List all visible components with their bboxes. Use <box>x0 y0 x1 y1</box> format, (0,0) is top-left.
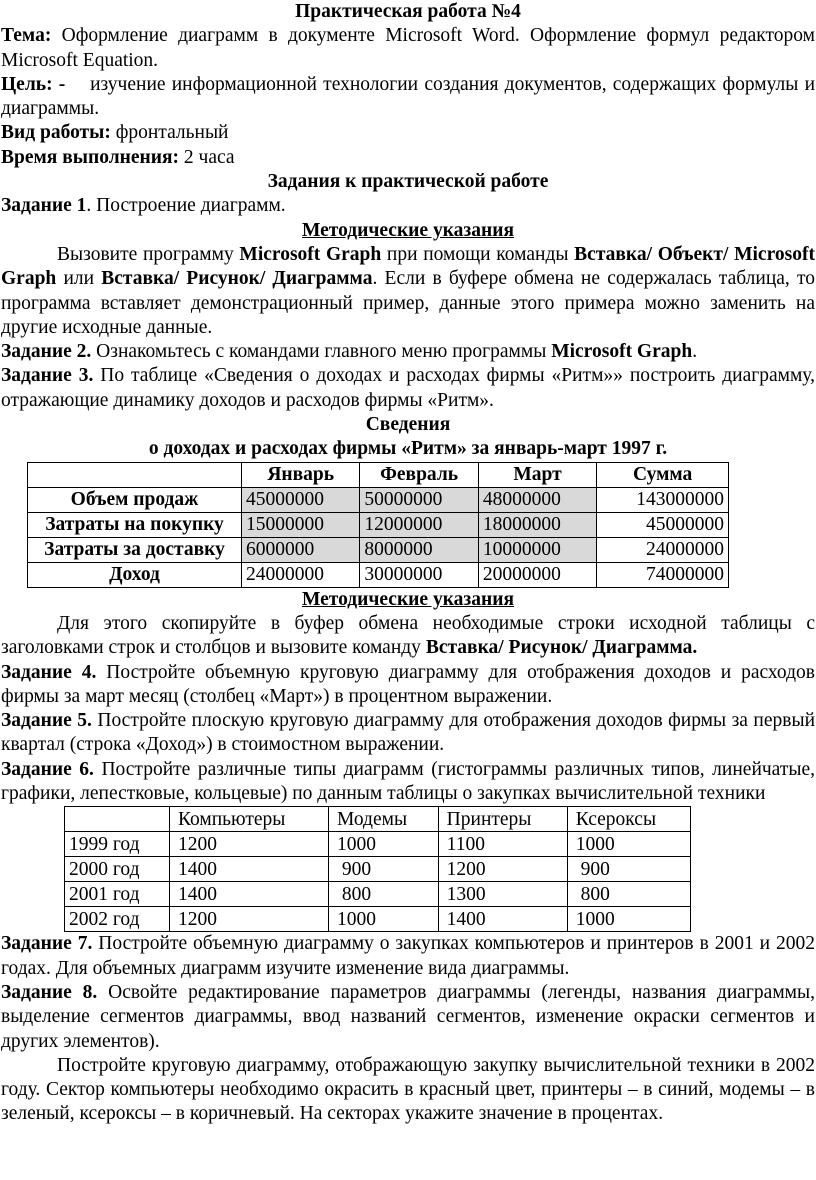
task4-label: Задание 4. <box>1 661 97 683</box>
task3-text: По таблице «Сведения о доходах и расходах фирмы «Ритм»» построить диаграмму, отражающие динамику доходов и расходов фирмы «Ритм». <box>1 365 815 411</box>
row-header: 2002 год <box>65 907 170 932</box>
table-cell: 45000000 <box>242 487 360 512</box>
table-corner-cell <box>28 462 242 487</box>
topic-line <box>1 24 815 73</box>
task3-label: Задание 3. <box>1 365 94 387</box>
task2-line <box>1 340 815 364</box>
work-type-line <box>1 121 815 145</box>
table-row <box>65 832 691 857</box>
work-type-text: фронтальный <box>115 122 229 144</box>
table-cell: 50000000 <box>360 487 478 512</box>
task5-text: Постройте плоскую круговую диаграмму для отображения доходов фирмы за первый квартал (строка «Доход») в стоимостном выражении. <box>1 710 816 756</box>
task2-end: . <box>692 341 698 363</box>
column-header: Принтеры <box>438 807 567 832</box>
goal-label: Цель: - <box>1 73 66 95</box>
row-header: Затраты на покупку <box>28 512 242 537</box>
task2-label: Задание 2. <box>1 341 92 363</box>
task3-line <box>1 364 815 413</box>
task2-bold: Microsoft Graph <box>551 341 693 363</box>
task6-line <box>1 758 815 807</box>
task7-line <box>1 932 815 981</box>
table-cell: 45000000 <box>597 512 729 537</box>
method1-text-2: при помощи команды <box>381 243 575 265</box>
method1-bold-1: Microsoft Graph <box>239 243 382 265</box>
table-corner-cell <box>65 807 170 832</box>
task5-label: Задание 5. <box>1 710 92 732</box>
table-row <box>28 487 729 512</box>
row-header: Доход <box>28 562 242 587</box>
topic-text: Оформление диаграмм в документе Microsoft Word. Оформление формул редактором Microsoft Equation. <box>1 25 815 71</box>
table-cell: 900 <box>328 857 438 882</box>
table-cell: 8000000 <box>360 537 478 562</box>
method2-paragraph <box>1 612 815 661</box>
task7-text: Постройте объемную диаграмму о закупках компьютеров и принтеров в 2001 и 2002 годах. Для объемных диаграмм изучите изменение вида диаграммы. <box>1 933 815 979</box>
task8-text: Освойте редактирование параметров диаграммы (легенды, названия диаграммы, выделение сегментов диаграммы, ввод названий сегментов, изменение окраски сегментов и других элементов). <box>1 981 815 1052</box>
method-heading-1: Методические указания <box>301 219 514 241</box>
method1-bold-2: Вставка/ Объект/ Microsoft Graph <box>1 243 815 290</box>
goal-text: изучение информационной технологии создания документов, содержащих формулы и диаграммы. <box>1 73 816 120</box>
table-cell: 1400 <box>169 882 328 907</box>
document-page <box>1 0 815 1127</box>
method-heading-2: Методические указания <box>301 588 514 610</box>
task4-text: Постройте объемную круговую диаграмму для отображения доходов и расходов фирмы за март месяц (столбец «Март») в процентном выражении. <box>1 661 815 707</box>
table-row <box>28 512 729 537</box>
row-header: 2000 год <box>65 857 170 882</box>
column-header: Модемы <box>328 807 438 832</box>
method1-text-3: или <box>56 268 102 290</box>
table-cell: 24000000 <box>242 562 360 587</box>
task7-label: Задание 7. <box>1 933 93 955</box>
income-table <box>27 462 729 588</box>
table-cell: 15000000 <box>242 512 360 537</box>
purchases-table <box>64 806 691 932</box>
method1-paragraph <box>1 243 815 340</box>
table-cell: 800 <box>328 882 438 907</box>
table-cell: 1000 <box>328 832 438 857</box>
row-header: 2001 год <box>65 882 170 907</box>
table-cell: 1200 <box>169 907 328 932</box>
table1-caption-2: о доходах и расходах фирмы «Ритм» за январь-март 1997 г. <box>148 438 668 460</box>
final-paragraph: Постройте круговую диаграмму, отображающую закупку вычислительной техники в 2002 году. Сектор компьютеры необходимо окрасить в красный цвет, принтеры – в синий, модемы – в зеленый, ксероксы – в коричневый. На секторах укажите значение в процентах. <box>1 1054 815 1125</box>
table-cell: 1200 <box>438 857 567 882</box>
table-header-row <box>28 462 729 487</box>
method2-bold: Вставка/ Рисунок/ Диаграмма. <box>425 637 698 659</box>
table-header-row <box>65 807 691 832</box>
tasks-heading: Задания к практической работе <box>267 171 549 193</box>
task2-text: Ознакомьтесь с командами главного меню программы <box>91 341 552 363</box>
table-cell: 30000000 <box>360 562 478 587</box>
table-cell: 1400 <box>438 907 567 932</box>
row-header: Объем продаж <box>28 487 242 512</box>
table-row <box>65 882 691 907</box>
task5-line <box>1 709 815 758</box>
row-header: Затраты за доставку <box>28 537 242 562</box>
task8-line <box>1 981 815 1054</box>
time-line <box>1 146 815 170</box>
task6-text: Постройте различные типы диаграмм (гистограммы различных типов, линейчатые, графики, лепестковые, кольцевые) по данным таблицы о закупках вычислительной техники <box>1 758 815 805</box>
table-cell: 1200 <box>169 832 328 857</box>
document-title: Практическая работа №4 <box>295 1 521 22</box>
row-header: 1999 год <box>65 832 170 857</box>
time-label: Время выполнения: <box>1 146 180 168</box>
task6-label: Задание 6. <box>1 758 94 780</box>
table-row <box>28 562 729 587</box>
table-row <box>28 537 729 562</box>
method2-text: Для этого скопируйте в буфер обмена необходимые строки исходной таблицы с заголовками строк и столбцов и вызовите команду <box>1 612 815 659</box>
task1-line <box>1 194 815 218</box>
column-header: Ксероксы <box>567 807 690 832</box>
table-cell: 143000000 <box>597 487 729 512</box>
goal-line <box>1 73 815 122</box>
task1-text: . Построение диаграмм. <box>86 195 286 217</box>
column-header: Январь <box>242 462 360 487</box>
table-cell: 10000000 <box>478 537 596 562</box>
table-cell: 6000000 <box>242 537 360 562</box>
table-cell: 12000000 <box>360 512 478 537</box>
table-cell: 74000000 <box>597 562 729 587</box>
table-cell: 1000 <box>567 832 690 857</box>
task4-line <box>1 661 815 710</box>
column-header: Компьютеры <box>169 807 328 832</box>
table-cell: 1300 <box>438 882 567 907</box>
topic-label: Тема: <box>1 25 52 47</box>
table-cell: 18000000 <box>478 512 596 537</box>
table-cell: 800 <box>567 882 690 907</box>
work-type-label: Вид работы: <box>1 122 111 144</box>
table-row <box>65 857 691 882</box>
table-cell: 48000000 <box>478 487 596 512</box>
table-cell: 1000 <box>328 907 438 932</box>
table1-caption-1: Сведения <box>365 414 451 436</box>
table-cell: 20000000 <box>478 562 596 587</box>
task1-label: Задание 1 <box>1 195 87 217</box>
time-text: 2 часа <box>183 146 235 168</box>
method1-text-4: . Если в буфере обмена не содержалась таблица, то программа вставляет демонстрационный пример, данные этого примера можно заменить на другие исходные данные. <box>1 268 815 338</box>
table-cell: 24000000 <box>597 537 729 562</box>
column-header: Сумма <box>597 462 729 487</box>
method1-text-1: Вызовите программу <box>57 243 240 265</box>
method1-bold-3: Вставка/ Рисунок/ Диаграмма <box>101 268 373 290</box>
table-cell: 1100 <box>438 832 567 857</box>
table-cell: 1000 <box>567 907 690 932</box>
table-cell: 900 <box>567 857 690 882</box>
column-header: Февраль <box>360 462 478 487</box>
task8-label: Задание 8. <box>1 981 98 1003</box>
table-row <box>65 907 691 932</box>
column-header: Март <box>478 462 596 487</box>
table-cell: 1400 <box>169 857 328 882</box>
